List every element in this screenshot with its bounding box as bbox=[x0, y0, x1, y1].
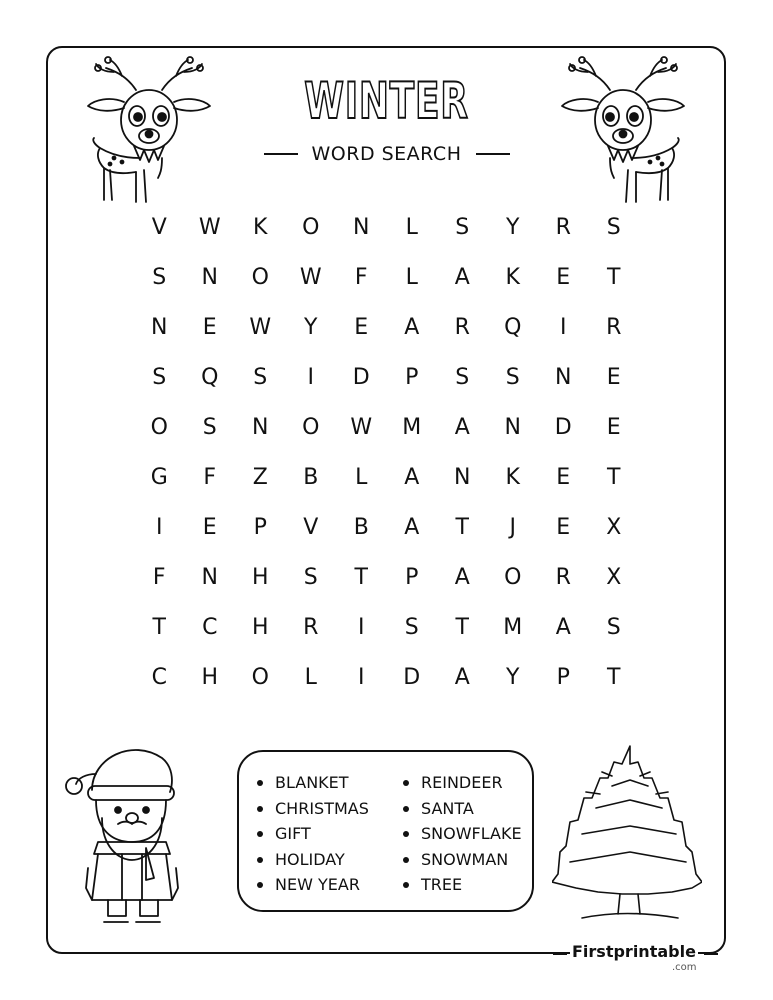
grid-cell: E bbox=[556, 464, 571, 490]
grid-cell: J bbox=[509, 514, 516, 540]
word-list-item: SNOWFLAKE bbox=[399, 821, 522, 847]
grid-cell: P bbox=[253, 514, 267, 540]
word-list-column-2 bbox=[399, 770, 522, 898]
grid-cell: I bbox=[156, 514, 163, 540]
grid-cell: S bbox=[202, 414, 217, 440]
grid-cell: T bbox=[152, 614, 166, 640]
grid-cell: R bbox=[454, 314, 470, 340]
grid-cell: L bbox=[355, 464, 368, 490]
word-list-item: BLANKET bbox=[253, 770, 369, 796]
footer-rule-left bbox=[553, 953, 567, 955]
grid-cell: K bbox=[505, 264, 520, 290]
grid-cell: T bbox=[607, 664, 621, 690]
grid-cell: S bbox=[303, 564, 318, 590]
grid-cell: S bbox=[152, 364, 167, 390]
grid-cell: P bbox=[405, 564, 419, 590]
grid-cell: S bbox=[404, 614, 419, 640]
grid-cell: A bbox=[404, 464, 420, 490]
grid-cell: H bbox=[251, 614, 269, 640]
grid-cell: T bbox=[455, 614, 469, 640]
grid-cell: D bbox=[403, 664, 421, 690]
grid-cell: M bbox=[402, 414, 422, 440]
grid-cell: T bbox=[455, 514, 469, 540]
grid-cell: P bbox=[556, 664, 570, 690]
grid-cell: E bbox=[606, 364, 621, 390]
grid-cell: T bbox=[607, 264, 621, 290]
grid-cell: N bbox=[353, 214, 370, 240]
grid-cell: E bbox=[354, 314, 369, 340]
reindeer-icon bbox=[84, 50, 214, 210]
word-list-item: NEW YEAR bbox=[253, 872, 369, 898]
word-list-item: SANTA bbox=[399, 796, 522, 822]
grid-cell: A bbox=[454, 264, 470, 290]
grid-cell: Z bbox=[252, 464, 268, 490]
grid-cell: C bbox=[151, 664, 167, 690]
grid-cell: X bbox=[606, 564, 622, 590]
grid-cell: T bbox=[354, 564, 368, 590]
grid-cell: A bbox=[404, 314, 420, 340]
grid-cell: S bbox=[505, 364, 520, 390]
grid-cell: T bbox=[607, 464, 621, 490]
grid-cell: W bbox=[249, 314, 272, 340]
grid-cell: V bbox=[151, 214, 167, 240]
grid-cell: F bbox=[152, 564, 166, 590]
grid-cell: S bbox=[152, 264, 167, 290]
grid-cell: D bbox=[352, 364, 370, 390]
grid-cell: K bbox=[253, 214, 268, 240]
grid-cell: Y bbox=[506, 664, 520, 690]
grid-cell: S bbox=[455, 364, 470, 390]
grid-cell: H bbox=[251, 564, 269, 590]
grid-cell: F bbox=[354, 264, 368, 290]
grid-cell: S bbox=[606, 614, 621, 640]
grid-cell: W bbox=[350, 414, 373, 440]
brand-suffix: .com bbox=[672, 962, 697, 973]
grid-cell: O bbox=[504, 564, 522, 590]
grid-cell: N bbox=[201, 264, 218, 290]
footer-rule-right bbox=[704, 953, 718, 955]
grid-cell: Y bbox=[506, 214, 520, 240]
grid-cell: O bbox=[150, 414, 168, 440]
grid-cell: S bbox=[253, 364, 268, 390]
grid-cell: O bbox=[302, 414, 320, 440]
grid-cell: I bbox=[307, 364, 314, 390]
grid-cell: O bbox=[251, 264, 269, 290]
grid-cell: H bbox=[201, 664, 219, 690]
grid-cell: Y bbox=[304, 314, 318, 340]
grid-cell: L bbox=[405, 264, 418, 290]
word-list-item: GIFT bbox=[253, 821, 369, 847]
grid-cell: C bbox=[202, 614, 218, 640]
page-subtitle: WORD SEARCH bbox=[311, 143, 462, 165]
word-list-item: REINDEER bbox=[399, 770, 522, 796]
grid-cell: R bbox=[555, 564, 571, 590]
grid-cell: R bbox=[303, 614, 319, 640]
grid-cell: L bbox=[304, 664, 317, 690]
grid-cell: V bbox=[303, 514, 319, 540]
reindeer-icon bbox=[558, 50, 688, 210]
grid-cell: G bbox=[150, 464, 168, 490]
word-list-box bbox=[237, 750, 534, 912]
grid-cell: N bbox=[555, 364, 572, 390]
christmas-tree-icon bbox=[552, 742, 702, 924]
grid-cell: A bbox=[454, 414, 470, 440]
grid-cell: Q bbox=[504, 314, 522, 340]
grid-cell: E bbox=[556, 264, 571, 290]
grid-cell: S bbox=[455, 214, 470, 240]
grid-cell: E bbox=[606, 414, 621, 440]
grid-cell: A bbox=[454, 664, 470, 690]
grid-cell: N bbox=[252, 414, 269, 440]
grid-cell: A bbox=[454, 564, 470, 590]
subtitle-rule-right bbox=[476, 153, 510, 155]
grid-cell: R bbox=[555, 214, 571, 240]
grid-cell: M bbox=[503, 614, 523, 640]
grid-cell: A bbox=[404, 514, 420, 540]
grid-cell: N bbox=[151, 314, 168, 340]
word-list-item: CHRISTMAS bbox=[253, 796, 369, 822]
grid-cell: A bbox=[555, 614, 571, 640]
word-list-item: HOLIDAY bbox=[253, 847, 369, 873]
grid-cell: N bbox=[454, 464, 471, 490]
grid-cell: K bbox=[505, 464, 520, 490]
grid-cell: N bbox=[504, 414, 521, 440]
grid-cell: L bbox=[405, 214, 418, 240]
grid-cell: I bbox=[358, 614, 365, 640]
grid-cell: X bbox=[606, 514, 622, 540]
word-list-column-1 bbox=[253, 770, 369, 898]
subtitle-rule-left bbox=[264, 153, 298, 155]
grid-cell: D bbox=[554, 414, 572, 440]
grid-cell: S bbox=[606, 214, 621, 240]
grid-cell: E bbox=[556, 514, 571, 540]
grid-cell: E bbox=[202, 314, 217, 340]
grid-cell: W bbox=[299, 264, 322, 290]
grid-cell: Q bbox=[201, 364, 219, 390]
grid-cell: O bbox=[302, 214, 320, 240]
grid-cell: I bbox=[560, 314, 567, 340]
grid-cell: B bbox=[353, 514, 369, 540]
grid-cell: W bbox=[198, 214, 221, 240]
grid-cell: E bbox=[202, 514, 217, 540]
page-title: WINTER bbox=[304, 72, 469, 130]
grid-cell: O bbox=[251, 664, 269, 690]
grid-cell: F bbox=[203, 464, 217, 490]
grid-cell: R bbox=[606, 314, 622, 340]
letter-grid bbox=[134, 202, 639, 702]
grid-cell: I bbox=[358, 664, 365, 690]
santa-icon bbox=[62, 738, 192, 928]
grid-cell: P bbox=[405, 364, 419, 390]
brand-name: Firstprintable bbox=[572, 942, 696, 961]
grid-cell: N bbox=[201, 564, 218, 590]
grid-cell: B bbox=[303, 464, 319, 490]
word-list-item: TREE bbox=[399, 872, 522, 898]
word-list-item: SNOWMAN bbox=[399, 847, 522, 873]
